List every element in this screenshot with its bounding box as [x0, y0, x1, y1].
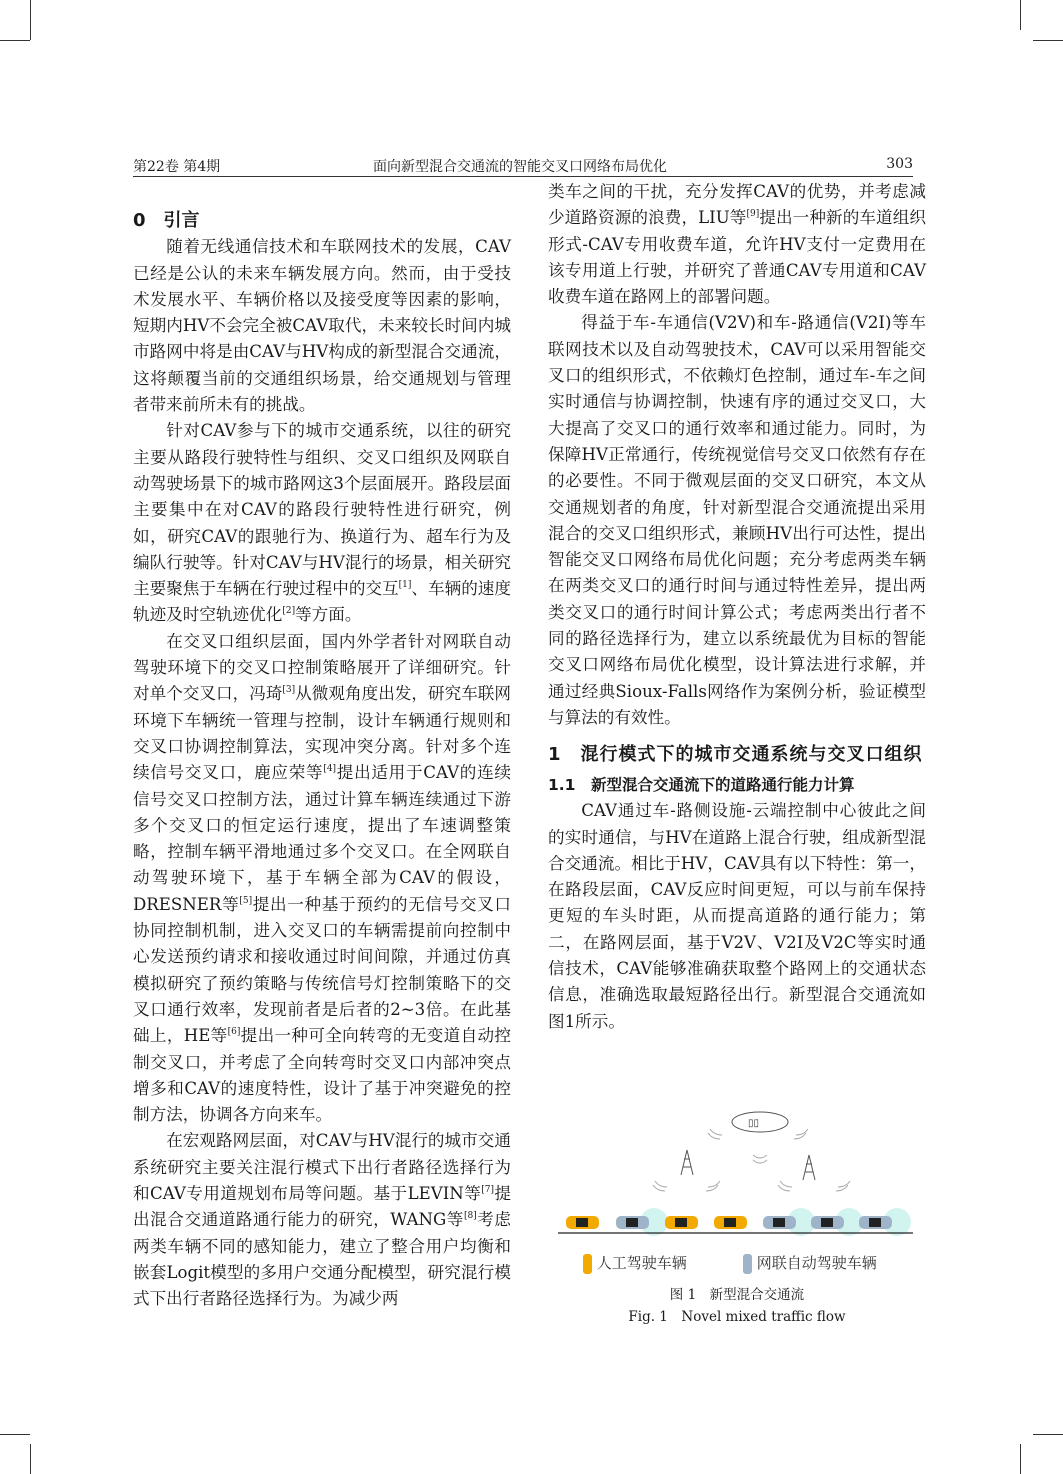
figure-1	[548, 1105, 926, 1335]
text-run: 得益于车-车通信(V2V)和车-路通信(V2I)等车联网技术以及自动驾驶技术，CAV可以采用智能交叉口的组织形式，不依赖灯色控制，通过车-车之间实时通信与协调控制，快速有序的通过交叉口，大大提高了交叉口的通行效率和通过能力。同时，为保障HV正常通行，传统视觉信号交叉口依然有存在的必要性。不同于微观层面的交叉口研究，本文从交通规划者的角度，针对新型混合交通流提出采用混合的交叉口组织形式，兼顾HV出行可达性，提出智能交叉口网络布局优化问题；充分考虑两类车辆在两类交叉口的通行时间与通过特性差异，提出两类交叉口的通行时间计算公式；考虑两类出行者不同的路径选择行为，建立以系统最优为目标的智能交叉口网络布局优化模型，设计算法进行求解，并通过经典Sioux-Falls网络作为案例分析，验证模型与算法的有效性。	[548, 313, 926, 727]
car-window	[773, 1218, 785, 1227]
crop-mark	[30, 0, 31, 40]
text-run: 提出一种可全向转弯的无变道自动控制交叉口，并考虑了全向转弯时交叉口内部冲突点增多和CAV的速度特性，设计了基于冲突避免的控制方法，协调各方向来车。	[133, 1026, 511, 1125]
text-run: 针对CAV参与下的城市交通系统，以往的研究主要从路段行驶特性与组织、交叉口组织及网联自动驾驶场景下的城市路网这3个层面展开。路段层面主要集中在对CAV的路段行驶特性进行研究，例如，研究CAV的跟驰行为、换道行为、超车行为及编队行驶等。针对CAV与HV混行的场景，相关研究主要聚焦于车辆在行驶过程中的交互	[133, 421, 511, 599]
text-run: 在交叉口组织层面，国内外学者针对网联自动驾驶环境下的交叉口控制策略展开了详细研究。针对单个交叉口，冯琦	[133, 631, 511, 704]
paragraph	[133, 629, 511, 1129]
paragraph	[548, 310, 926, 731]
hv-car-icon	[583, 1254, 592, 1274]
cav-car-icon	[743, 1254, 752, 1274]
crop-mark	[0, 1434, 30, 1435]
running-title: 面向新型混合交通流的智能交叉口网络布局优化	[373, 159, 667, 175]
text-run: 、车辆的速度轨迹及时空轨迹优化	[133, 579, 512, 625]
text-run: 从微观角度出发，研究车联网环境下车辆统一管理与控制，设计车辆通行规则和交叉口协调控制算法，实现冲突分离。针对多个连续信号交叉口，鹿应荣等	[133, 684, 512, 783]
crop-mark	[0, 40, 30, 41]
crop-mark	[1020, 0, 1021, 30]
text-run: 提出一种新的车道组织形式-CAV专用收费车道，允许HV支付一定费用在该专用道上行驶，并研究了普通CAV专用道和CAV收费车道在路网上的部署问题。	[548, 208, 927, 307]
paragraph	[133, 234, 511, 418]
citation-ref: [2]	[282, 606, 296, 617]
text-run: 提出一种基于预约的无信号交叉口协同控制机制，进入交叉口的车辆需提前向控制中心发送预约请求和接收通过时间间隙，并通过仿真模拟研究了预约策略与传统信号灯控制策略下的交叉口通行效率，发现前者是后者的2~3倍。在此基础上，HE等	[133, 894, 512, 1046]
text-run: 提出适用于CAV的连续信号交叉口控制方法，通过计算车辆连续通过下游多个交叉口的恒定运行速度，提出了车速调整策略，控制车辆平滑地通过多个交叉口。在全网联自动驾驶环境下，基于车辆全部为CAV的假设，DRESNER等	[133, 763, 512, 914]
citation-ref: [4]	[323, 764, 337, 775]
car-window	[675, 1218, 687, 1227]
wireless-wave-icons	[653, 1129, 850, 1191]
text-run: 类车之间的干扰，充分发挥CAV的优势，并考虑减少道路资源的浪费，LIU等	[548, 182, 926, 228]
car-window	[821, 1218, 833, 1227]
crop-mark	[30, 1444, 31, 1474]
running-header	[133, 156, 913, 177]
citation-ref: [3]	[282, 685, 296, 696]
paragraph-continuation	[548, 179, 926, 310]
crop-mark	[1033, 40, 1063, 41]
car-window	[724, 1218, 736, 1227]
signal-tower-icon	[681, 1150, 815, 1180]
right-column	[548, 179, 926, 1035]
subsection-heading-1-1: 1.1 新型混合交通流下的道路通行能力计算	[548, 776, 855, 795]
text-run: CAV通过车-路侧设施-云端控制中心彼此之间的实时通信，与HV在道路上混合行驶，组成新型混合交通流。相比于HV，CAV具有以下特性：第一，在路段层面，CAV反应时间更短，可以与前车保持更短的车头时距，从而提高道路的通行能力；第二，在路网层面，基于V2V、V2I及V2C等实时通信技术，CAV能够准确获取整个路网上的交通状态信息，准确选取最短路径出行。新型混合交通流如图1所示。	[548, 801, 926, 1031]
page-number: 303	[886, 156, 913, 172]
journal-volume: 第22卷 第4期	[133, 159, 221, 175]
legend-hv-label: 人工驾驶车辆	[596, 1254, 687, 1272]
paragraph	[133, 418, 511, 628]
text-run: 考虑两类车辆不同的感知能力，建立了整合用户均衡和嵌套Logit模型的多用户交通分配模型，研究混行模式下出行者路径选择行为。为减少两	[133, 1210, 511, 1309]
text-run: 随着无线通信技术和车联网技术的发展，CAV已经是公认的未来车辆发展方向。然而，由于受技术发展水平、车辆价格以及接受度等因素的影响，短期内HV不会完全被CAV取代，未来较长时间内城市路网中将是由CAV与HV构成的新型混合交通流，这将颠覆当前的交通组织场景，给交通规划与管理者带来前所未有的挑战。	[133, 237, 511, 415]
citation-ref: [7]	[481, 1184, 494, 1195]
paragraph	[548, 798, 926, 1035]
cloud-icon	[732, 1112, 788, 1132]
legend-cav	[743, 1252, 877, 1274]
car-window	[576, 1218, 588, 1227]
svg-text:▯▯: ▯▯	[748, 1118, 760, 1129]
legend-cav-label: 网联自动驾驶车辆	[756, 1254, 877, 1272]
paragraph	[133, 1128, 511, 1312]
citation-ref: [9]	[746, 209, 760, 220]
car-window	[869, 1218, 881, 1227]
citation-ref: [1]	[398, 580, 412, 591]
car-window	[626, 1218, 638, 1227]
figure-caption-cn: 图 1 新型混合交通流	[669, 1287, 805, 1303]
citation-ref: [6]	[227, 1027, 241, 1038]
mixed-traffic-illustration	[548, 1105, 926, 1255]
text-run: 在宏观路网层面，对CAV与HV混行的城市交通系统研究主要关注混行模式下出行者路径选择行为和CAV专用道规划布局等问题。基于LEVIN等	[133, 1131, 511, 1203]
section-heading-intro: 0 引言	[133, 210, 200, 231]
citation-ref: [5]	[239, 895, 253, 906]
text-run: 提出混合交通道路通行能力的研究，WANG等	[133, 1183, 512, 1230]
figure-caption-en: Fig. 1 Novel mixed traffic flow	[628, 1309, 846, 1325]
left-column	[133, 208, 511, 1312]
crop-mark	[1033, 1434, 1063, 1435]
crop-mark	[1020, 1444, 1021, 1474]
legend-hv	[583, 1252, 687, 1274]
section-heading-1: 1 混行模式下的城市交通系统与交叉口组织	[548, 744, 923, 766]
text-run: 等方面。	[295, 605, 362, 625]
citation-ref: [8]	[463, 1211, 477, 1222]
